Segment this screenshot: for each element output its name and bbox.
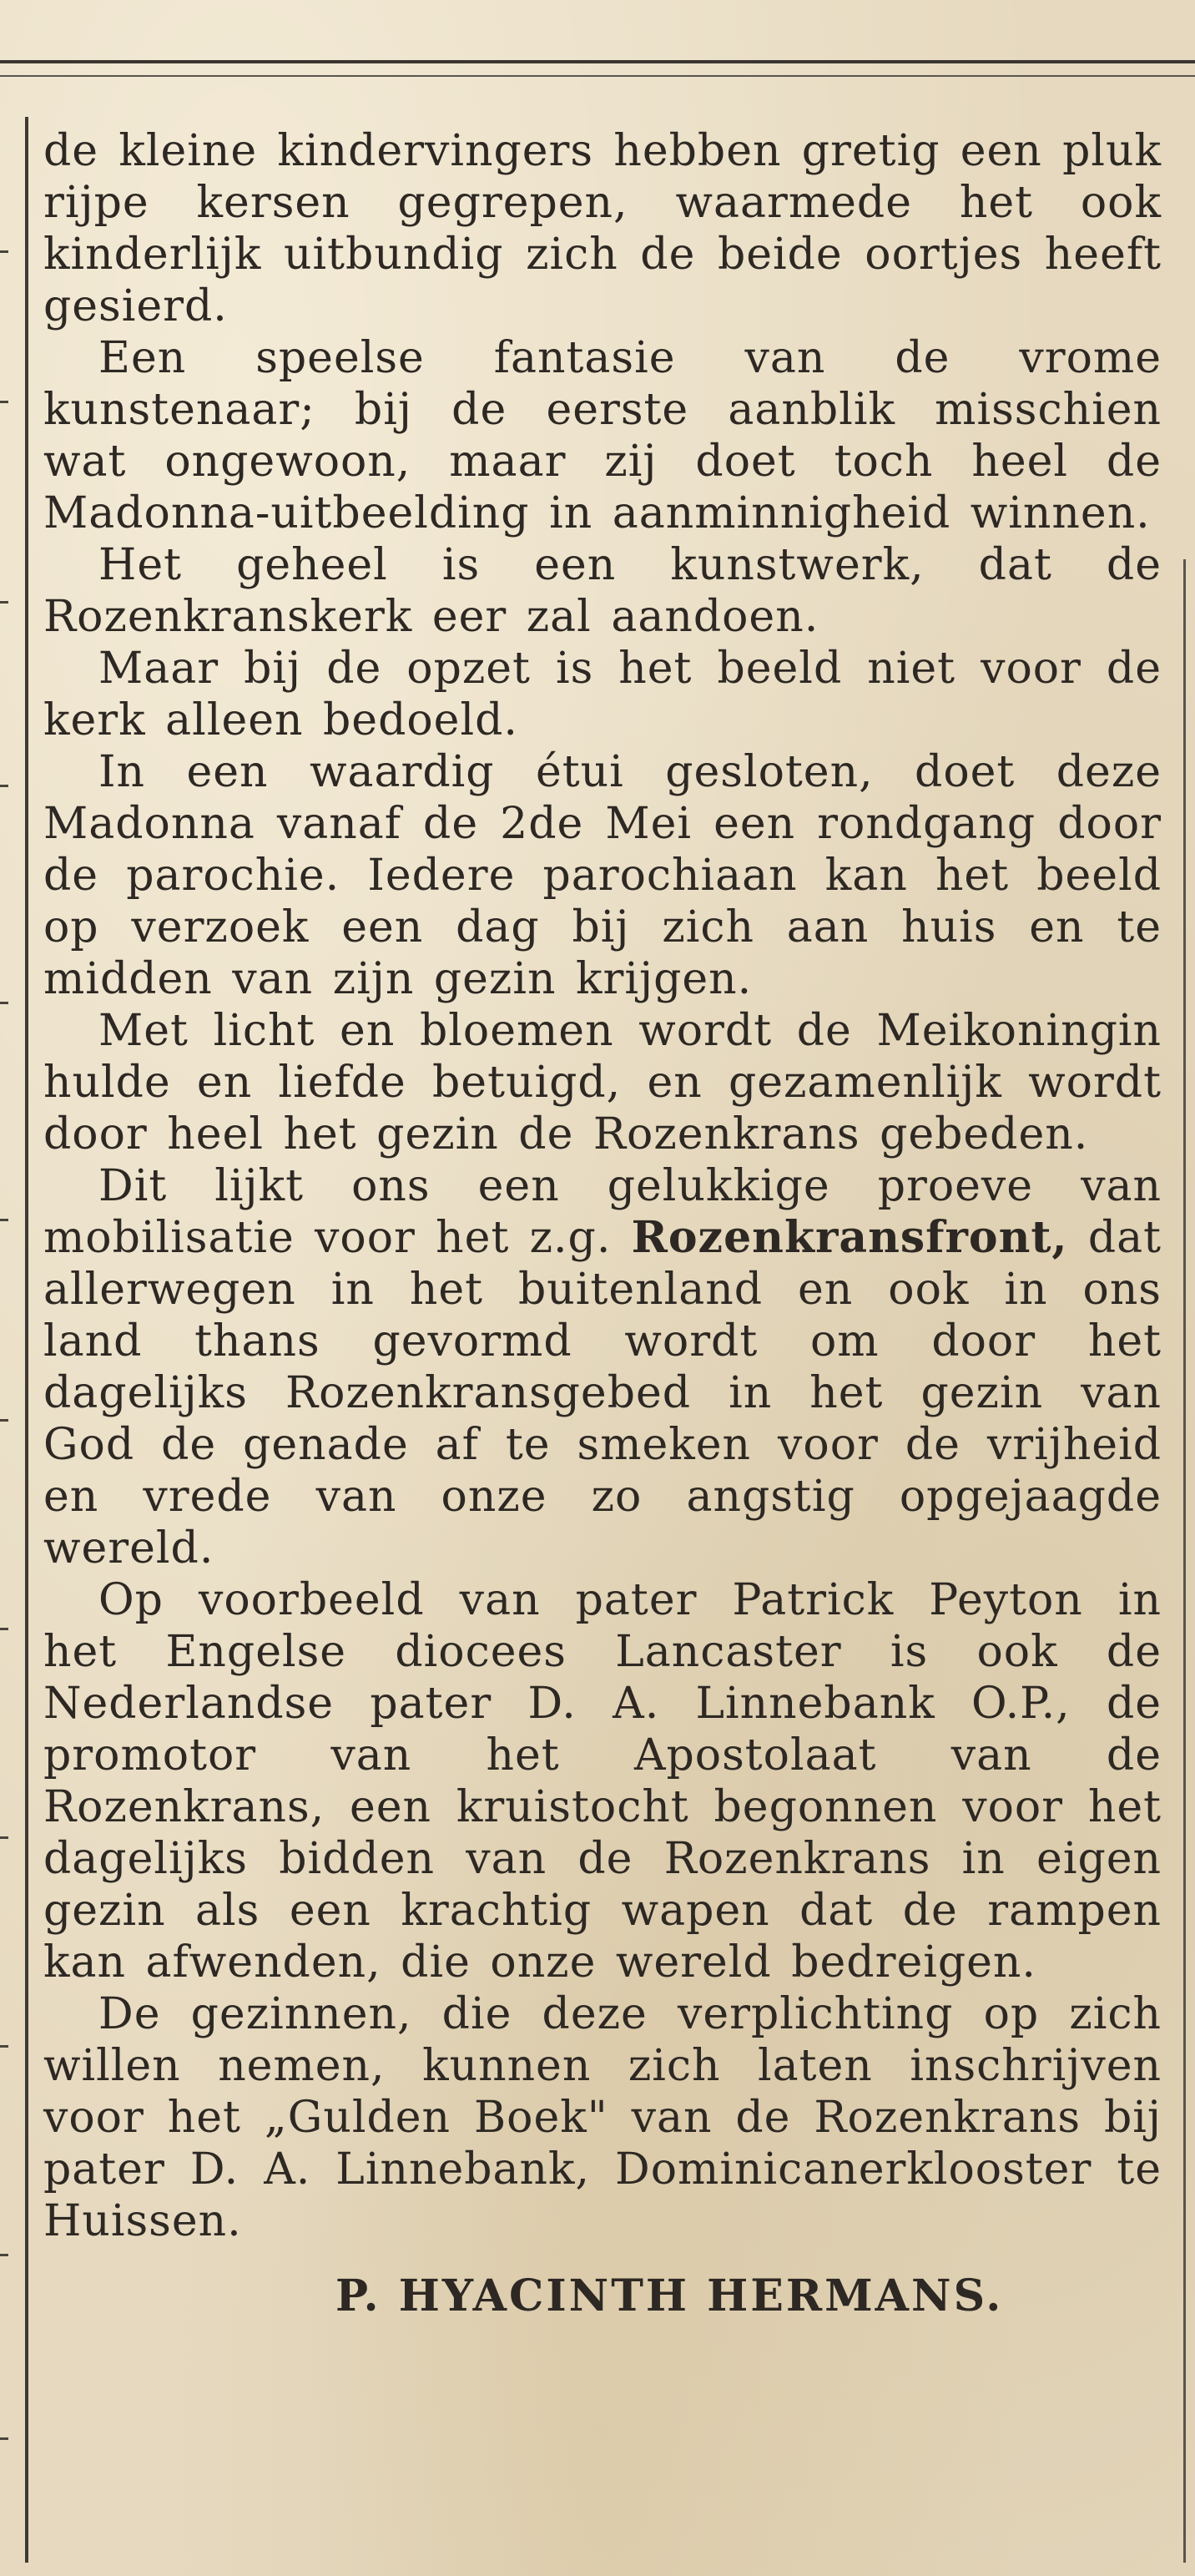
- paragraph: Met licht en bloemen wordt de Meikoningin hulde en liefde betuigd, en gezamenlijk wordt door heel het gezin de Rozenkrans gebeden.: [43, 1006, 1162, 1159]
- column-rule-right: [1183, 559, 1186, 2563]
- paragraph-text: Dit lijkt ons een gelukkige proeve van mobilisatie voor het z.g.: [43, 1161, 1162, 1263]
- article-column: [43, 125, 1162, 2546]
- paragraph: de kleine kindervingers hebben gretig een pluk rijpe kersen gegrepen, waarmede het ook kinderlijk uitbundig zich de beide oortjes heeft gesierd.: [43, 126, 1162, 331]
- adjacent-column-edge: [0, 250, 10, 2504]
- paragraph: [43, 1160, 1162, 1574]
- top-rule: [0, 60, 1195, 63]
- paragraph: Het geheel is een kunstwerk, dat de Rozenkranskerk eer zal aandoen.: [43, 540, 1162, 642]
- paragraph: Een speelse fantasie van de vrome kunstenaar; bij de eerste aanblik misschien wat ongewoon, maar zij doet toch heel de Madonna-uitbeelding in aanminnigheid winnen.: [43, 333, 1162, 538]
- paragraph: Maar bij de opzet is het beeld niet voor de kerk alleen bedoeld.: [43, 644, 1162, 745]
- author-signature: P. HYACINTH HERMANS.: [335, 2270, 1004, 2321]
- top-rule-thin: [0, 75, 1195, 77]
- paragraph: Op voorbeeld van pater Patrick Peyton in het Engelse diocees Lancaster is ook de Nederlandse pater D. A. Linnebank O.P., de promotor van het Apostolaat van de Rozenkrans, een kruistocht begonnen voor het dagelijks bidden van de Rozenkrans in eigen gezin als een krachtig wapen dat de rampen kan afwenden, die onze wereld bedreigen.: [43, 1575, 1162, 1988]
- paragraph: In een waardig étui gesloten, doet deze Madonna vanaf de 2de Mei een rondgang door de parochie. Iedere parochiaan kan het beeld op verzoek een dag bij zich aan huis en te midden van zijn gezin krijgen.: [43, 747, 1162, 1004]
- paragraph: De gezinnen, die deze verplichting op zich willen nemen, kunnen zich laten inschrijven voor het „Gulden Boek" van de Rozenkrans bij pater D. A. Linnebank, Dominicanerklooster te Huissen.: [43, 1989, 1162, 2246]
- column-rule-left: [25, 117, 28, 2563]
- bold-term: Rozenkransfront,: [631, 1212, 1068, 1263]
- paragraph-text: dat allerwegen in het buitenland en ook in ons land thans gevormd wordt om door het dagelijks Rozenkransgebed in het gezin van God de genade af te smeken voor de vrijheid en vrede van onze zo angstig opgejaagde wereld.: [43, 1213, 1162, 1573]
